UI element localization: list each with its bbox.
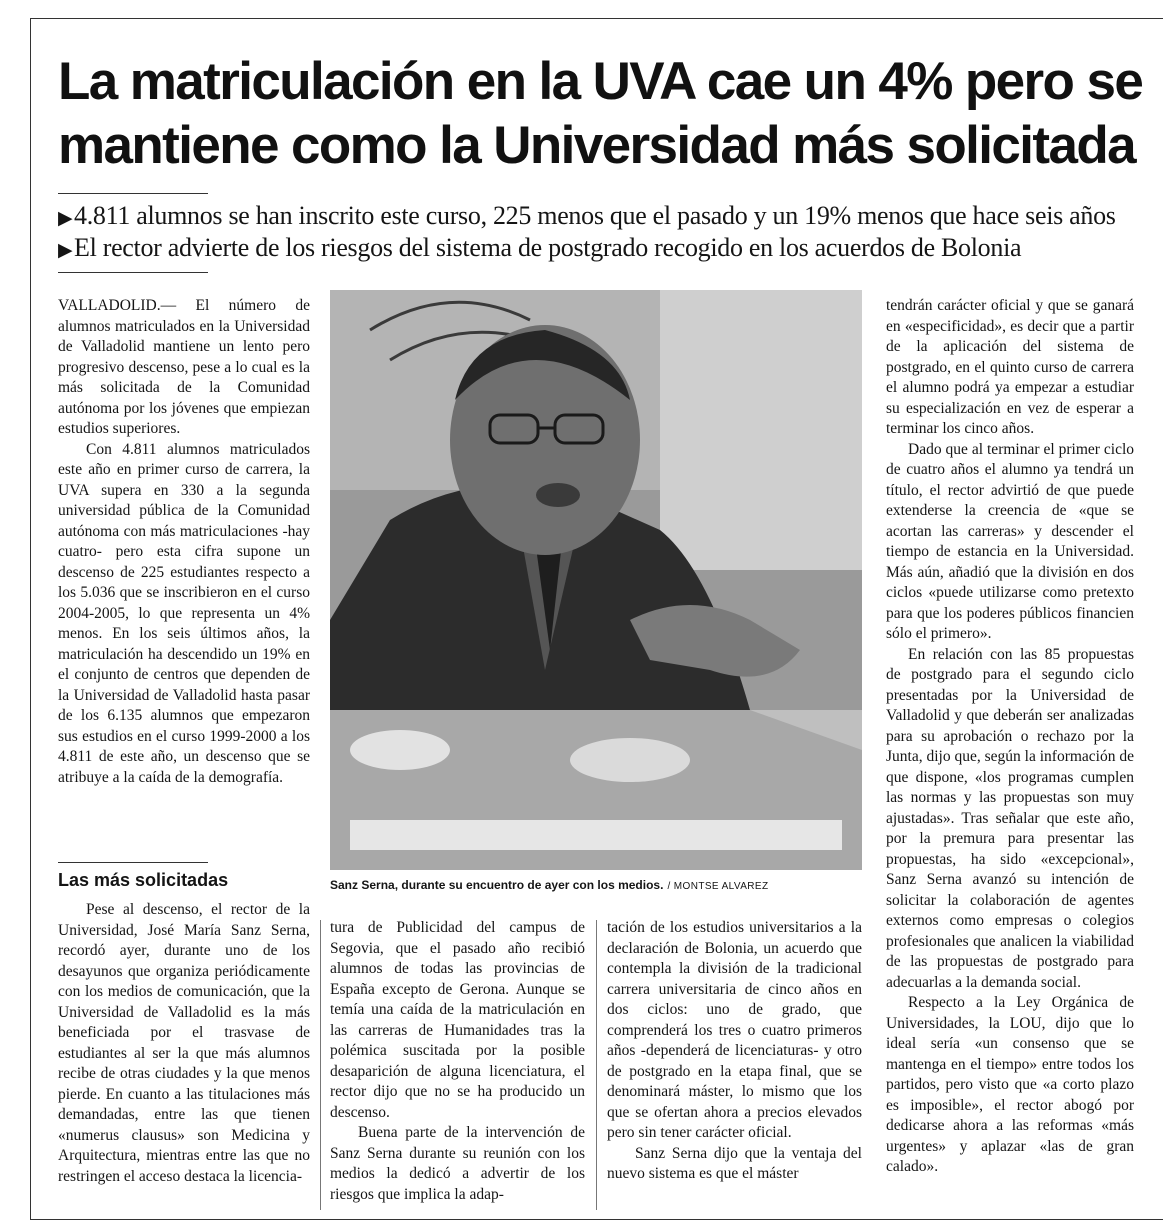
section-column-3-paragraph-2: Sanz Serna dijo que la ventaja del nuevo sistema es que el máster [607, 1144, 862, 1182]
rector-photo-image [330, 290, 862, 870]
photo-caption: Sanz Serna, durante su encuentro de ayer con los medios. / MONTSE ALVAREZ [330, 878, 769, 892]
photo-credit: / MONTSE ALVAREZ [667, 881, 769, 892]
dateline: VALLADOLID.— [58, 297, 177, 314]
intro-column [58, 296, 310, 788]
subhead-2-text: El rector advierte de los riesgos del sistema de postgrado recogido en los acuerdos de Bolonia [74, 233, 1022, 262]
section-column-2-paragraph-1: tura de Publicidad del campus de Segovia, que el pasado año recibió alumnos de todas las provincias de España excepto de Gerona. Aunque se temía una caída de la matriculación en las carreras de Humanidades tras la polémica suscitada por la posible desaparición de alguna licenciatura, el rector dijo que no se ha producido un descenso. [330, 919, 585, 1121]
section-title: Las más solicitadas [58, 870, 229, 890]
subhead-2 [58, 232, 1153, 267]
column-divider [596, 920, 597, 1210]
arrow-right-icon: ▶ [58, 208, 73, 229]
section-rule [58, 862, 208, 863]
subhead-1 [58, 200, 1153, 235]
right-paragraph-1: tendrán carácter oficial y que se ganará en «especificidad», es decir que a partir de la aplicación del sistema de postgrado, en el quinto curso de carrera el alumno podrá ya empezar a estudiar su especialización en vez de esperar a terminar los cinco años. [886, 297, 1134, 437]
subhead-1-text: 4.811 alumnos se han inscrito este curso, 225 menos que el pasado y un 19% menos que hace seis años [74, 201, 1116, 230]
right-paragraph-4: Respecto a la Ley Orgánica de Universidades, la LOU, dijo que lo ideal sería «un consenso que se mantenga en el tiempo» entre todos los partidos, pero visto que «a corto plazo es imposible», el rector abogó por dedicarse ahora a las reformas «más urgentes» y aplazar «las de gran calado». [886, 994, 1134, 1175]
section-column-1 [58, 900, 310, 1187]
section-column-1-text: Pese al descenso, el rector de la Universidad, José María Sanz Serna, recordó ayer, durante uno de los desayunos que organiza periódicamente con los medios de comunicación, que la Universidad de Valladolid es la más beneficiada por el trasvase de estudiantes al ser la que más alumnos recibe de otras ciudades y la que menos pierde. En cuanto a las titulaciones más demandadas, entre las que tienen «numerus clausus» son Medicina y Arquitectura, mientras entre las que no restringen el acceso destaca la licencia- [58, 901, 310, 1185]
section-column-3-paragraph-1: tación de los estudios universitarios a la declaración de Bolonia, un acuerdo que contempla la división de la tradicional carrera universitaria de cinco años en dos ciclos: uno de grado, que comprenderá los tres o cuatro primeros años -dependerá de licenciaturas- y otro de postgrado en la etapa final, que se denominará máster, lo mismo que los que se ofertan ahora a precios elevados pero sin tener carácter oficial. [607, 919, 862, 1141]
headline-rule [58, 193, 208, 194]
arrow-right-icon: ▶ [58, 240, 73, 261]
right-paragraph-3: En relación con las 85 propuestas de postgrado para el segundo ciclo presentadas por la Universidad de Valladolid y que deberán ser analizadas para su aprobación o rechazo por la Junta, dijo que, según la información de que dispone, «los programas cumplen las normas y las propuestas son muy ajustadas». Tras señalar que este año, por la premura para presentar las propuestas, ha sido «excepcional», Sanz Serna avanzó su intención de solicitar la colaboración de agentes externos como empresas o colegios profesionales que analicen la viabilidad de las propuestas de postgrado para adecuarlas a la demanda social. [886, 645, 1134, 991]
right-column [886, 296, 1134, 1178]
column-divider [320, 920, 321, 1210]
rector-photo [330, 290, 862, 870]
section-column-2 [330, 918, 585, 1205]
subhead-rule [58, 272, 208, 273]
section-column-3 [607, 918, 862, 1185]
section-column-2-paragraph-2: Buena parte de la intervención de Sanz Serna durante su reunión con los medios la dedicó a advertir de los riesgos que implica la adap- [330, 1124, 585, 1203]
headline: La matriculación en la UVA cae un 4% pero se mantiene como la Universidad más solicitada [58, 52, 1143, 175]
intro-paragraph-2: Con 4.811 alumnos matriculados este año en primer curso de carrera, la UVA supera en 330 a la segunda universidad pública de la Comunidad autónoma con más matriculaciones -hay cuatro- pero esta cifra supone un descenso de 225 estudiantes respecto a los 5.036 que se inscribieron en el curso 2004-2005, lo que representa un 4% menos. En los seis últimos años, la matriculación ha descendido un 19% en el conjunto de centros que dependen de la Universidad de Valladolid hasta pasar de los 6.135 alumnos que empezaron sus estudios en el curso 1999-2000 a los 4.811 de este año, un descenso que se atribuye a la caída de la demografía. [58, 440, 310, 786]
intro-paragraph-1: VALLADOLID.— El número de alumnos matriculados en la Universidad de Valladolid mantiene un lento pero progresivo descenso, pese a lo cual es la más solicitada de la Comunidad autónoma por los jóvenes que empiezan estudios superiores. [58, 297, 310, 437]
right-paragraph-2: Dado que al terminar el primer ciclo de cuatro años el alumno ya tendrá un título, el rector advirtió de que puede extenderse la creencia de «que se acortan las carreras» y descender el tiempo de estancia en la Universidad. Más aún, añadió que la división en dos ciclos «puede utilizarse como pretexto para que los poderes públicos financien sólo el primero». [886, 440, 1134, 642]
